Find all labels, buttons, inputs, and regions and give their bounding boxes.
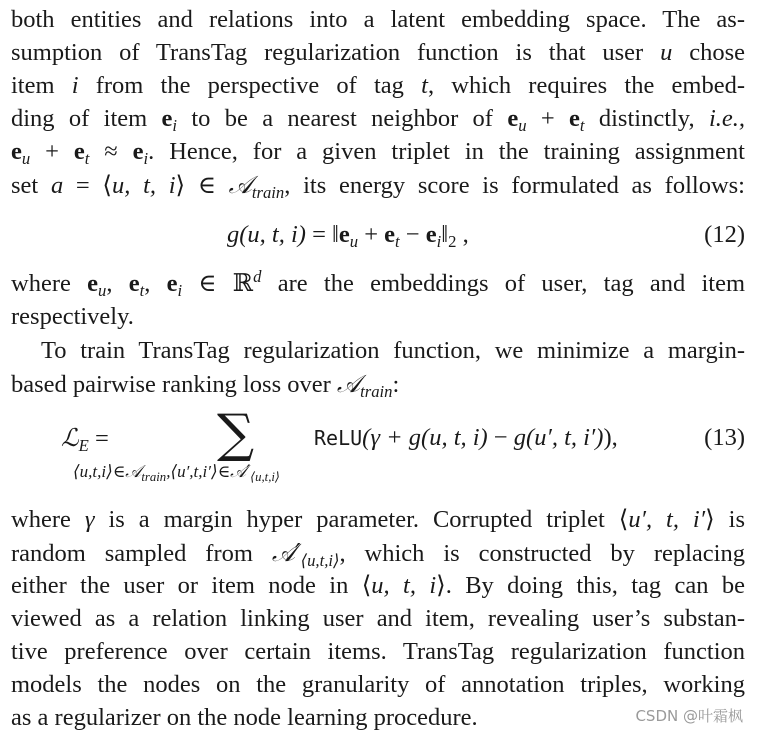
math-sub: u [349, 231, 359, 251]
text-span: : [392, 371, 400, 398]
text-span: item [11, 72, 72, 99]
math-op: − [399, 221, 426, 248]
text-span: distinctly, [584, 105, 709, 132]
text-italic: i.e., [708, 105, 745, 132]
text-line [11, 635, 745, 668]
text-span: , which requires the embed- [427, 72, 745, 99]
math-sub: ⟨u,t,i⟩ [250, 469, 280, 484]
math-op: ∈ [182, 270, 233, 297]
math-tuple: u, t, i [112, 172, 176, 199]
text-line [11, 367, 399, 400]
math-var: i [71, 72, 79, 99]
text-span: set [11, 172, 51, 199]
summation-symbol: ∑ [217, 404, 255, 464]
math-sub: train [360, 381, 393, 401]
math-set: 𝒜′ [271, 538, 301, 567]
text-line [11, 536, 745, 569]
math-vector: e [425, 221, 437, 248]
text-span: ⟩. By doing this, tag can be [436, 572, 745, 599]
math-var: a [50, 172, 64, 199]
math-op: , [144, 270, 167, 297]
math-var: u [660, 39, 673, 66]
math-sub: ⟨u,t,i⟩ [300, 550, 340, 570]
math-vector: e [166, 270, 178, 297]
text-span: based pairwise ranking loss over [11, 371, 337, 398]
math-vector: e [384, 221, 396, 248]
text-span: ding of item [11, 105, 162, 132]
math-func: g [227, 221, 240, 248]
math-vector: e [569, 105, 580, 132]
text-line [11, 135, 745, 168]
text-line [11, 503, 745, 536]
text-span: respectively. [11, 303, 134, 330]
math-set: 𝒜′ [230, 462, 251, 482]
math-op: + [358, 221, 385, 248]
equation-number: (12) [704, 221, 745, 248]
math-func: ReLU [314, 426, 363, 450]
text-span: , which is constructed by replacing [339, 540, 745, 567]
math-sub: i [436, 231, 442, 251]
math-vector: e [11, 138, 22, 165]
text-line [11, 168, 745, 201]
math-term: g(u, t, i) [408, 424, 488, 451]
math-loss: ℒ [61, 423, 79, 452]
math-sub: i [172, 115, 178, 135]
math-op: − [487, 424, 514, 451]
math-vector: e [161, 105, 173, 132]
text-line [41, 334, 745, 367]
math-tuple: u, t, i [371, 572, 437, 599]
text-span: chose [672, 39, 745, 66]
text-span: is a margin hyper parameter. Corrupted triplet ⟨ [94, 506, 629, 533]
math-op: = [88, 425, 109, 452]
math-tuple: u′, t, i′ [628, 506, 706, 533]
math-op: + [30, 138, 74, 165]
text-line [11, 569, 745, 602]
math-sub: t [395, 231, 400, 251]
math-sub: E [78, 435, 89, 455]
math-op: , [456, 221, 469, 248]
math-vector: e [338, 221, 350, 248]
text-line [11, 102, 745, 135]
text-span: tive preference over certain items. TransTag regularization function [11, 638, 745, 665]
text-span: both entities and relations into a latent embedding space. The as- [11, 6, 745, 33]
math-set: 𝒜 [125, 462, 142, 482]
text-line [11, 602, 745, 635]
text-span: models the nodes on the granularity of annotation triples, working [11, 671, 745, 698]
math-set: ℝ [232, 270, 254, 297]
math-sub: u [97, 280, 107, 300]
text-span: random sampled from [11, 540, 272, 567]
math-op: = ‖ [305, 221, 339, 248]
math-term: g(u′, t, i′) [513, 424, 604, 451]
equation-number: (13) [704, 424, 745, 451]
math-vector: e [507, 105, 519, 132]
text-span: where [11, 506, 85, 533]
math-set: 𝒜 [336, 369, 361, 398]
math-vector: e [73, 138, 85, 165]
text-span: are the embeddings of user, tag and item [261, 270, 745, 297]
math-var: γ [84, 506, 95, 533]
math-sub: i [177, 280, 183, 300]
math-sub: 2 [448, 231, 457, 251]
text-span: sumption of TransTag regularization function is that user [11, 39, 661, 66]
math-sub: train [141, 469, 167, 484]
text-span: ⟩ is [705, 506, 745, 533]
text-line [11, 36, 745, 69]
math-sub: train [251, 182, 285, 202]
math-op: + [526, 105, 570, 132]
text-span: either the user or item node in ⟨ [11, 572, 372, 599]
math-sub: t [579, 115, 585, 135]
math-term: ⟨u,t,i⟩∈ [73, 462, 126, 481]
math-var: t [421, 72, 428, 99]
equation-13-rhs [314, 421, 618, 455]
math-set: 𝒜 [228, 170, 252, 199]
text-span: , its energy score is formulated as follows: [284, 172, 745, 199]
summation-index [73, 462, 280, 482]
math-sub: t [139, 280, 145, 300]
math-vector: e [87, 270, 98, 297]
text-line [11, 3, 745, 36]
math-op: ≈ [89, 138, 133, 165]
text-line [11, 300, 134, 333]
text-span: . Hence, for a given triplet in the training assignment [148, 138, 745, 165]
math-sub: u [21, 148, 31, 168]
text-span: where [11, 270, 88, 297]
text-span: as a regularizer on the node learning procedure. [11, 704, 478, 731]
math-sub: t [84, 148, 90, 168]
equation-13-lhs [61, 421, 109, 455]
text-span: viewed as a relation linking user and item, revealing user’s substan- [11, 605, 745, 632]
text-line [11, 267, 745, 300]
text-line [11, 701, 478, 734]
math-op: ⟩ ∈ [175, 172, 229, 199]
math-op: = ⟨ [63, 172, 112, 199]
math-term: ,⟨u′,t,i′⟩∈ [166, 462, 231, 481]
math-op: ‖ [441, 221, 449, 248]
math-vector: e [128, 270, 140, 297]
text-line [11, 668, 745, 701]
text-span: To train TransTag regularization function, we minimize a margin- [41, 337, 745, 364]
text-line [11, 69, 745, 102]
math-sup: d [253, 266, 262, 286]
text-span: to be a nearest neighbor of [177, 105, 508, 132]
math-op: ), [603, 424, 618, 451]
math-term: (γ + [362, 424, 409, 451]
text-span: from the perspective of tag [78, 72, 422, 99]
math-op: , [106, 270, 129, 297]
math-sub: i [143, 148, 149, 168]
math-args: (u, t, i) [239, 221, 306, 248]
math-sub: u [518, 115, 527, 135]
watermark: CSDN @叶霜枫 [635, 707, 743, 725]
math-vector: e [132, 138, 144, 165]
equation-12 [227, 218, 469, 251]
